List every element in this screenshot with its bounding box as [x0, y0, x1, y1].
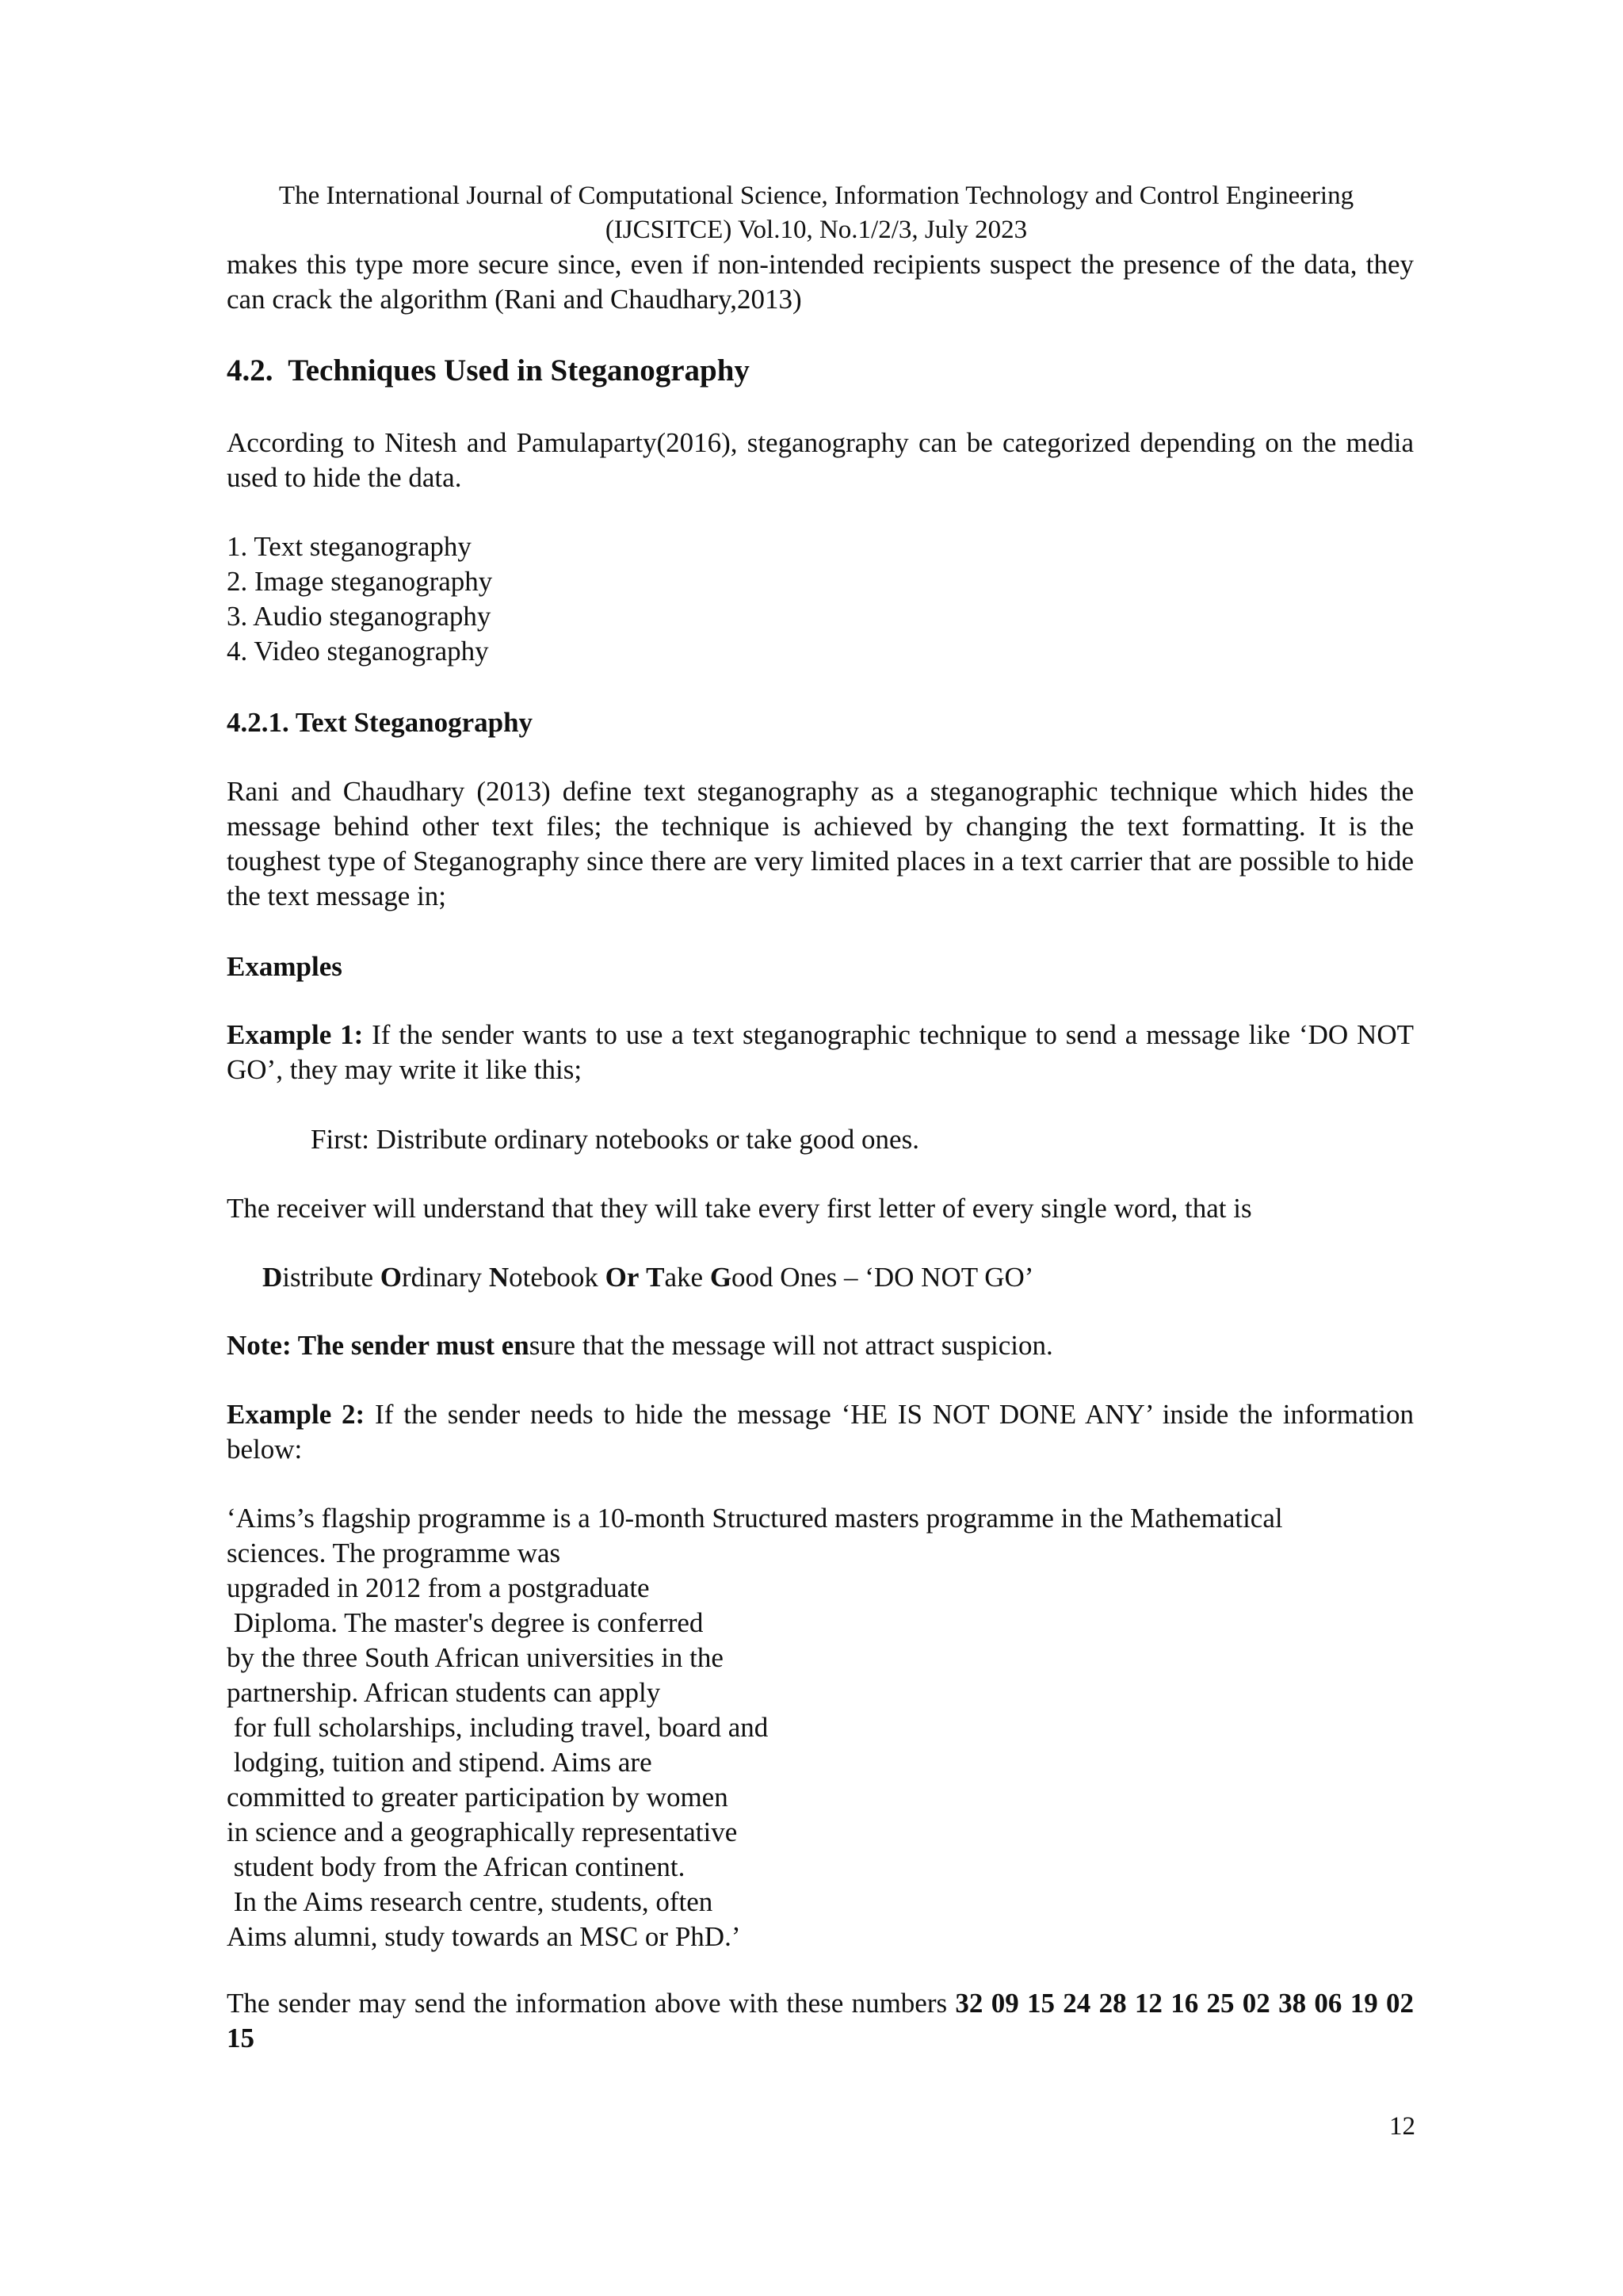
example-1-sample: First: Distribute ordinary notebooks or take good ones. [311, 1124, 919, 1155]
decoded-word-rest: istribute [282, 1262, 380, 1293]
decoded-letter: D [262, 1262, 283, 1293]
numbers-sentence [227, 1986, 1414, 2056]
decoded-letter: G [709, 1262, 732, 1293]
list-item: 1. Text steganography [227, 531, 472, 562]
subsection-number: 4.2.1. [227, 707, 289, 738]
journal-header-line-2: (IJCSITCE) Vol.10, No.1/2/3, July 2023 [605, 216, 1028, 244]
carrier-line: for full scholarships, including travel, board and [227, 1712, 769, 1743]
section-title: Techniques Used in Steganography [288, 353, 750, 388]
example-1-paragraph [227, 1018, 1414, 1087]
examples-heading: Examples [227, 951, 342, 982]
decoded-word-rest: ood Ones – ‘DO NOT GO’ [731, 1262, 1034, 1293]
carrier-line: in science and a geographically representative [227, 1817, 738, 1847]
carrier-line: upgraded in 2012 from a postgraduate [227, 1572, 650, 1603]
example-1-label: Example 1: [227, 1019, 364, 1050]
carrier-line: In the Aims research centre, students, often [227, 1886, 713, 1917]
steganography-types-list [227, 529, 492, 669]
decoded-word-rest [639, 1262, 646, 1293]
carrier-line: by the three South African universities in the [227, 1642, 724, 1673]
example-1-decoded [262, 1260, 1033, 1295]
decoded-word-rest: ake [664, 1262, 710, 1293]
page-number: 12 [1389, 2112, 1415, 2141]
example-2-paragraph [227, 1397, 1414, 1467]
example-1-text: If the sender wants to use a text steganographic technique to send a message like ‘DO NOT GO’, they may write it like this; [227, 1019, 1414, 1085]
carrier-line: student body from the African continent. [227, 1851, 685, 1882]
example-1-explanation: The receiver will understand that they will take every first letter of every single word, that is [227, 1193, 1252, 1224]
carrier-line: Aims alumni, study towards an MSC or PhD.’ [227, 1921, 741, 1952]
list-item: 3. Audio steganography [227, 601, 491, 632]
subsection-paragraph: Rani and Chaudhary (2013) define text steganography as a steganographic technique which hides the message behind other text files; the technique is achieved by changing the text formatting. It is the toughest type of Steganography since there are very limited places in a text carrier that are possible to hide the text message in; [227, 776, 1414, 911]
carrier-line: lodging, tuition and stipend. Aims are [227, 1747, 652, 1778]
decoded-letter: Or [605, 1262, 640, 1293]
carrier-line: partnership. African students can apply [227, 1677, 661, 1708]
subsection-title: Text Steganography [295, 707, 533, 738]
decoded-letter: T [646, 1262, 665, 1293]
note-bold: Note: The sender must en [227, 1330, 529, 1361]
decoded-letter: N [488, 1262, 510, 1293]
journal-header-line-1: The International Journal of Computational Science, Information Technology and Control Engineering [278, 181, 1354, 210]
note-line [227, 1328, 1053, 1363]
example-2-text: If the sender needs to hide the message ‘HE IS NOT DONE ANY’ inside the information below: [227, 1399, 1414, 1465]
example-2-first-line: ‘Aims’s flagship programme is a 10-month Structured masters programme in the Mathematical [227, 1503, 1283, 1534]
section-paragraph: According to Nitesh and Pamulaparty(2016), steganography can be categorized depending on the media used to hide the data. [227, 427, 1414, 493]
decoded-word-rest: otebook [509, 1262, 605, 1293]
list-item: 2. Image steganography [227, 566, 493, 597]
intro-paragraph: makes this type more secure since, even if non-intended recipients suspect the presence of the data, they can crack the algorithm (Rani and Chaudhary,2013) [227, 249, 1414, 315]
list-item: 4. Video steganography [227, 636, 489, 667]
carrier-line: committed to greater participation by women [227, 1782, 728, 1813]
subsection-heading [227, 705, 533, 740]
example-2-label: Example 2: [227, 1399, 365, 1430]
section-number: 4.2. [227, 353, 273, 388]
carrier-line: Diploma. The master's degree is conferred [227, 1607, 704, 1638]
example-2-carrier-text [227, 1536, 768, 1954]
carrier-line: sciences. The programme was [227, 1538, 561, 1568]
numbers-sequence: 32 09 15 24 28 12 16 25 02 38 06 19 02 15 [227, 1988, 1414, 2053]
decoded-letter: O [380, 1262, 402, 1293]
numbers-sentence-text: The sender may send the information above with these numbers [227, 1988, 956, 2019]
decoded-word-rest: rdinary [401, 1262, 489, 1293]
section-heading [227, 351, 750, 391]
note-rest: sure that the message will not attract suspicion. [529, 1330, 1053, 1361]
